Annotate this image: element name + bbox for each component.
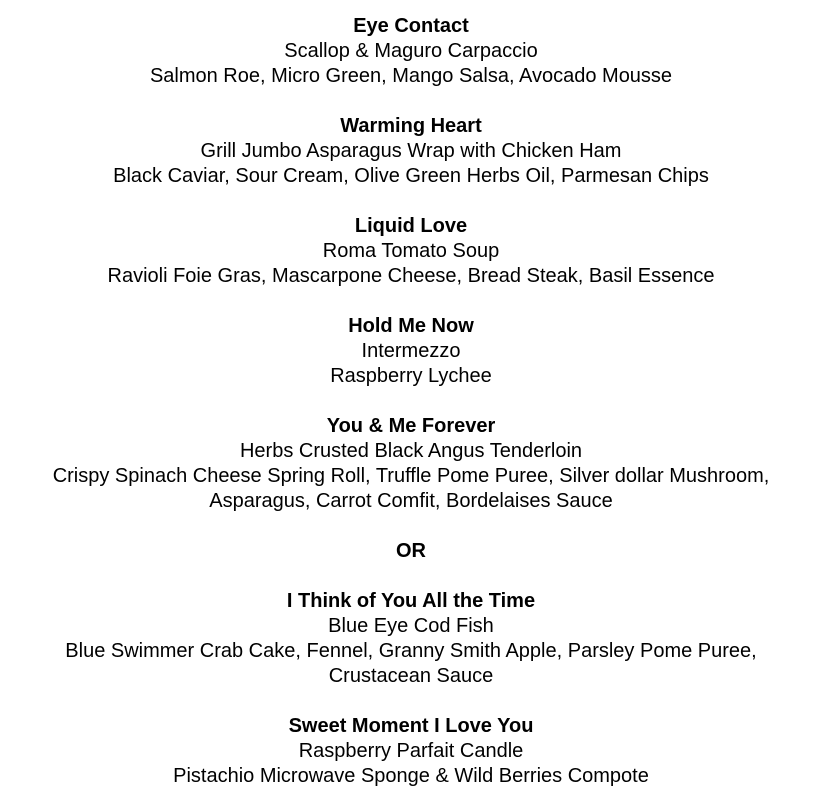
course-description: Blue Swimmer Crab Cake, Fennel, Granny Smith Apple, Parsley Pome Puree, <box>65 640 757 662</box>
course-dish: Herbs Crusted Black Angus Tenderloin <box>239 440 583 462</box>
course-you-and-me-forever <box>0 414 822 514</box>
spacer <box>0 289 822 314</box>
course-description: Asparagus, Carrot Comfit, Bordelaises Sauce <box>209 490 613 512</box>
course-dish: Grill Jumbo Asparagus Wrap with Chicken Ham <box>200 140 622 162</box>
spacer <box>0 189 822 214</box>
course-description: Crustacean Sauce <box>328 665 494 687</box>
course-description: Crispy Spinach Cheese Spring Roll, Truffle Pome Puree, Silver dollar Mushroom, <box>52 465 770 487</box>
course-dish: Roma Tomato Soup <box>322 240 500 262</box>
course-warming-heart <box>0 114 822 189</box>
course-dish: Scallop & Maguro Carpaccio <box>284 40 538 62</box>
course-dish: Blue Eye Cod Fish <box>328 615 494 637</box>
course-description: Raspberry Lychee <box>330 365 492 387</box>
course-title: Eye Contact <box>353 15 469 37</box>
spacer <box>0 689 822 714</box>
course-title: Hold Me Now <box>348 315 474 337</box>
spacer <box>0 514 822 539</box>
course-i-think-of-you <box>0 589 822 689</box>
spacer <box>0 389 822 414</box>
course-description: Salmon Roe, Micro Green, Mango Salsa, Avocado Mousse <box>149 65 673 87</box>
course-title: Liquid Love <box>354 215 468 237</box>
course-dish: Raspberry Parfait Candle <box>298 740 524 762</box>
course-liquid-love <box>0 214 822 289</box>
course-title: I Think of You All the Time <box>286 590 536 612</box>
course-sweet-moment <box>0 714 822 789</box>
course-hold-me-now <box>0 314 822 389</box>
or-separator: OR <box>396 540 426 562</box>
course-dish: Intermezzo <box>361 340 461 362</box>
course-or-separator <box>0 539 822 564</box>
course-title: You & Me Forever <box>326 415 496 437</box>
course-description: Pistachio Microwave Sponge & Wild Berries Compote <box>173 765 649 787</box>
course-eye-contact <box>0 14 822 89</box>
spacer <box>0 564 822 589</box>
course-title: Sweet Moment I Love You <box>288 715 534 737</box>
spacer <box>0 89 822 114</box>
course-description: Ravioli Foie Gras, Mascarpone Cheese, Bread Steak, Basil Essence <box>107 265 715 287</box>
course-description: Black Caviar, Sour Cream, Olive Green Herbs Oil, Parmesan Chips <box>113 165 709 187</box>
course-title: Warming Heart <box>340 115 482 137</box>
